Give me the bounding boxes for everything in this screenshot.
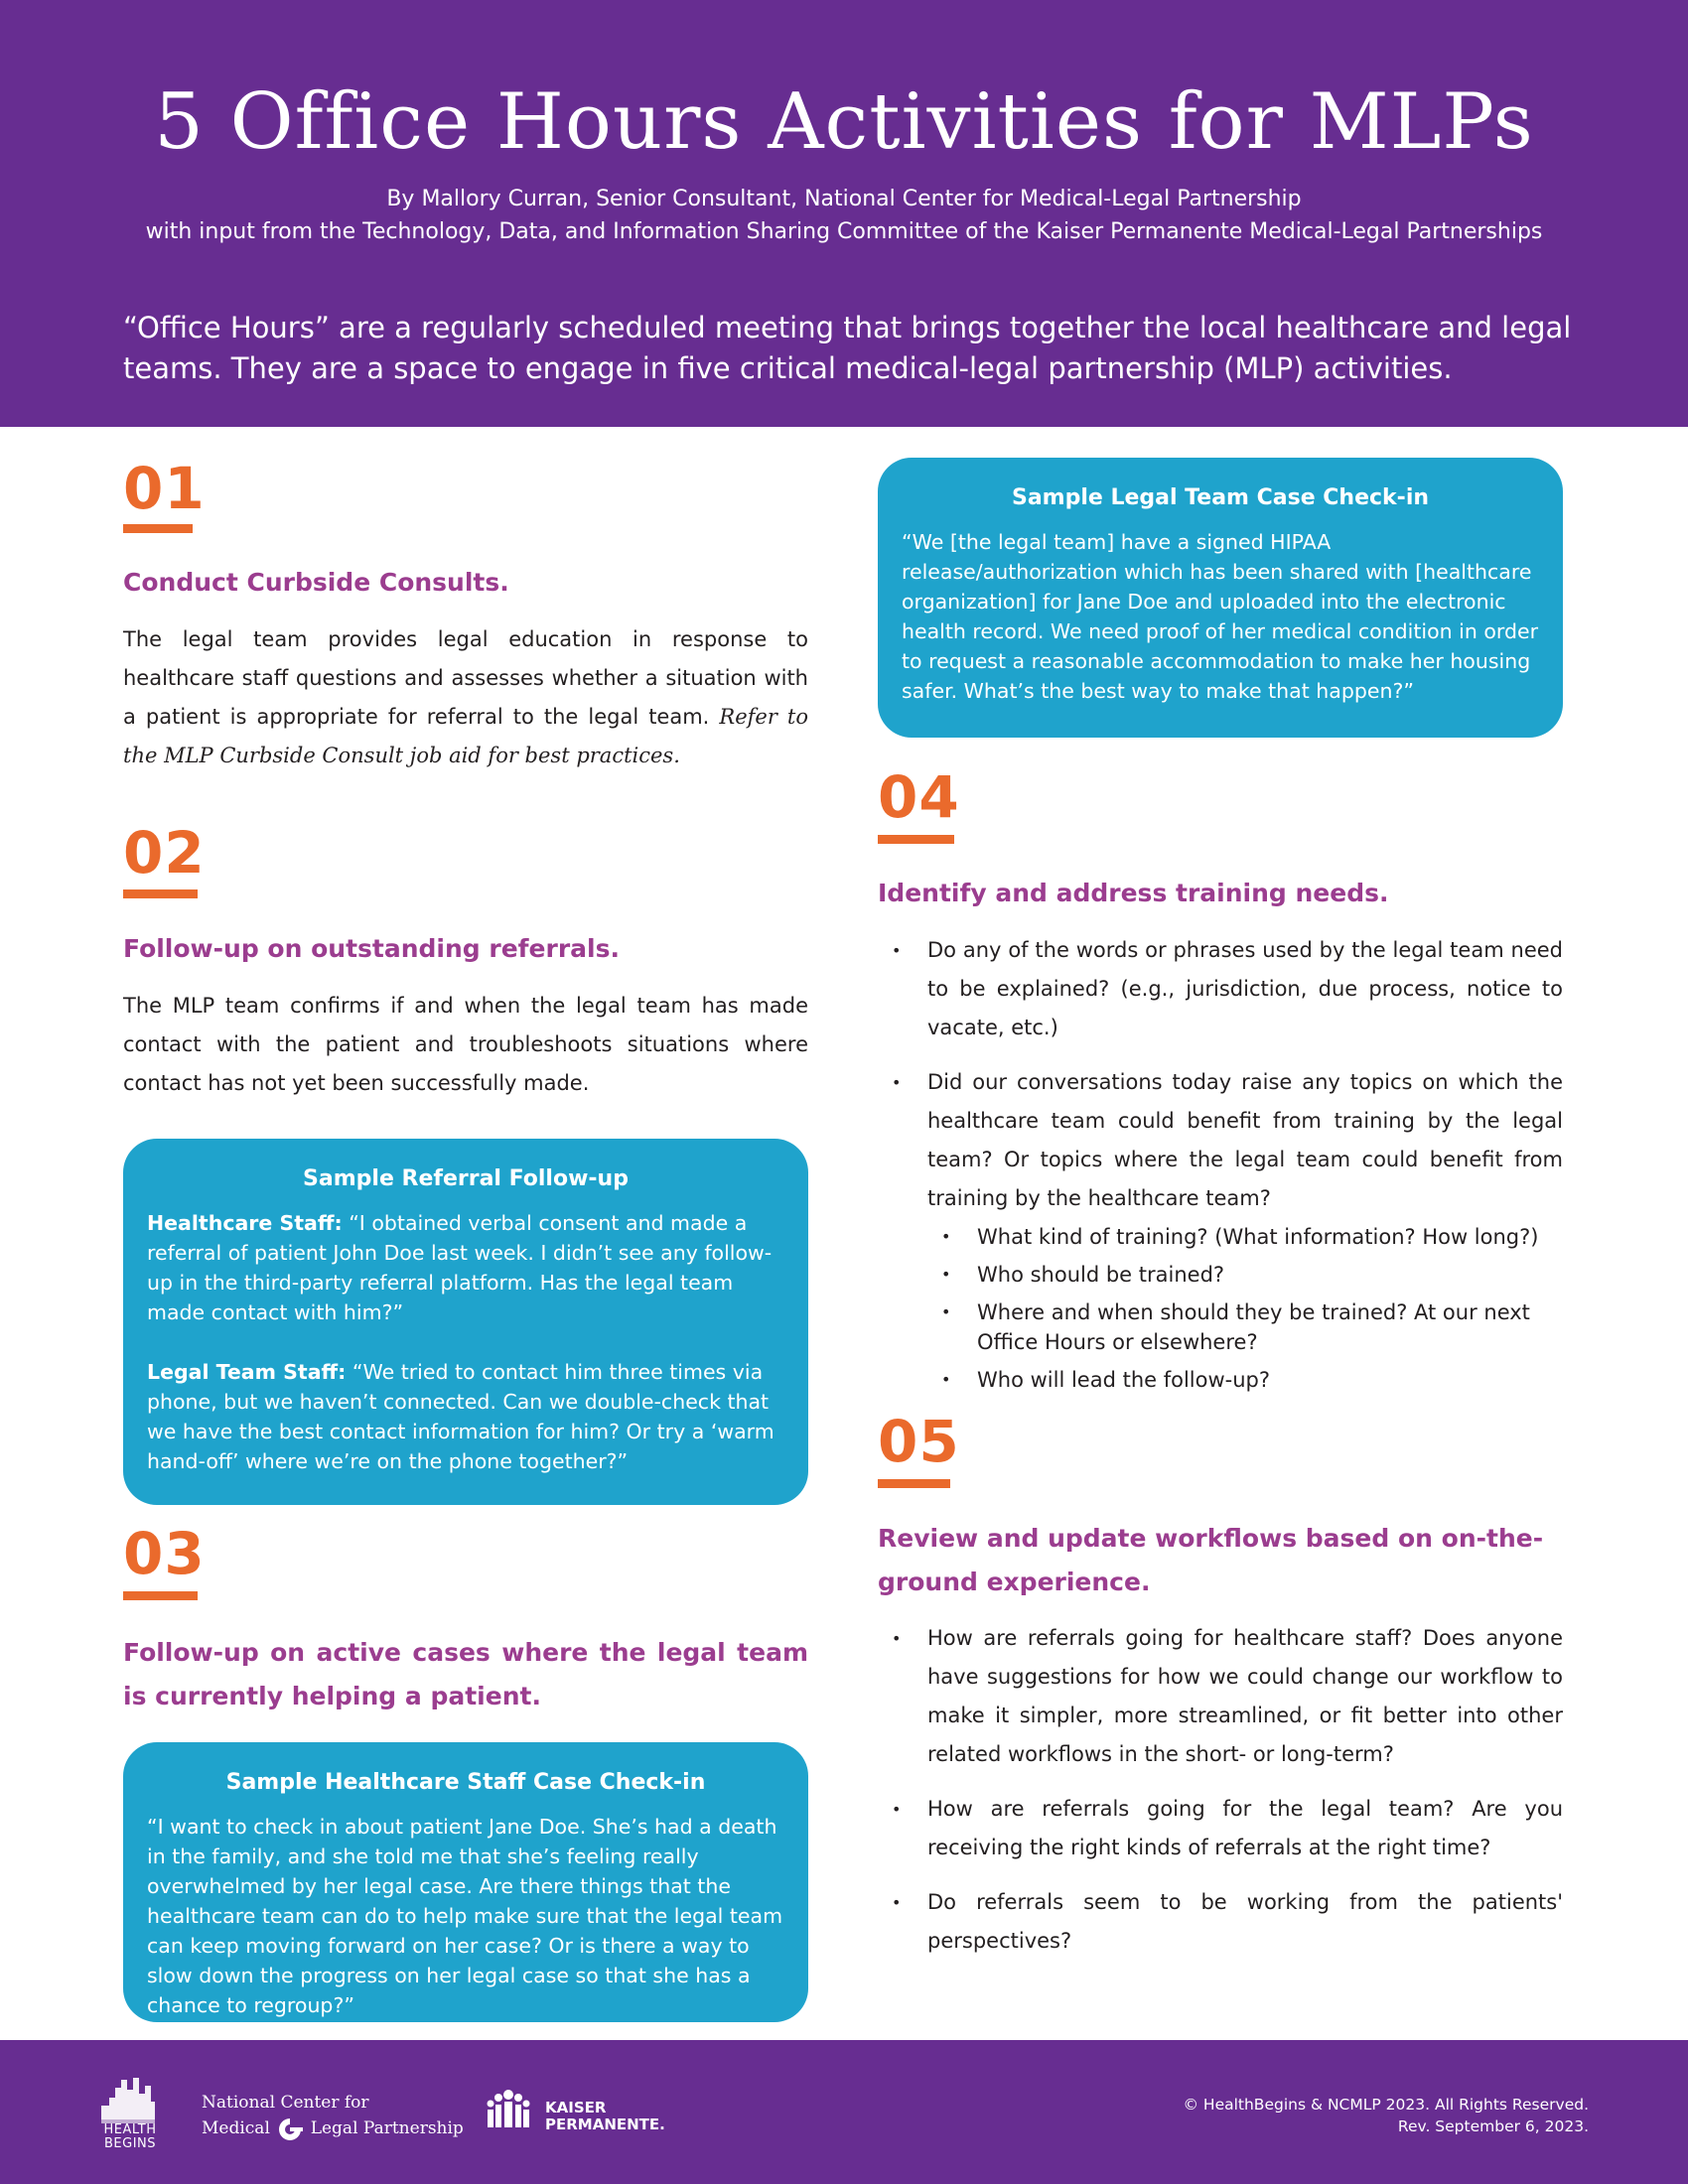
section-02-number: 02 [123,819,206,887]
legal-checkin-quote: “We [the legal team] have a signed HIPAA release/authorization which has been shared with [healthcare organization] for Jane Doe and uploaded into the electronic health record. We need proof of her medical condition in order to request a reasonable accommodation to make her housing safer. What’s the best way to make that happen?” [902,530,1539,703]
copyright-notice [1183,2094,1589,2137]
referral-callout-healthcare [147,1208,784,1327]
ncmlp-logo [202,2090,464,2142]
referral-callout-title: Sample Referral Follow-up [303,1166,629,1191]
kp-line1: KAISER [545,2099,607,2116]
section-02-heading: Follow-up on outstanding referrals. [123,934,620,963]
legal-checkin-title: Sample Legal Team Case Check-in [1011,485,1430,510]
kp-line2: PERMANENTE. [545,2116,665,2133]
legal-team-staff-label: Legal Team Staff: [147,1360,347,1384]
header-banner [0,0,1688,427]
ncmlp-mark-icon [275,2116,305,2142]
section-01-heading: Conduct Curbside Consults. [123,568,509,597]
copyright-text: © HealthBegins & NCMLP 2023. All Rights Reserved. [1183,2096,1589,2114]
section-01-body-text: The legal team provides legal education in response to healthcare staff questions and assesses whether a situation with a patient is appropriate for referral to the legal team. [123,627,808,729]
list-item-text: Did our conversations today raise any topics on which the healthcare team could benefit from training by the legal team? Or topics where the legal team could benefit from training by the healthcare team? [927,1070,1563,1210]
healthcare-staff-quote: “I obtained verbal consent and made a referral of patient John Doe last week. I didn’t see any follow-up in the third-party referral platform. Has the legal team made contact with him?” [147,1211,773,1324]
section-03-number: 03 [123,1520,206,1587]
byline-author: By Mallory Curran, Senior Consultant, National Center for Medical-Legal Partnership [386,187,1302,211]
section-02-body: The MLP team confirms if and when the legal team has made contact with the patient and troubleshoots situations where contact has not yet been successfully made. [123,994,808,1095]
health-begins-line1: HEALTH [103,2122,157,2137]
section-04-sub-bullets [927,1222,1563,1395]
byline [0,183,1688,248]
ncmlp-legal-partnership: Legal Partnership [310,2118,464,2138]
referral-followup-callout [123,1139,808,1505]
intro-text: “Office Hours” are a regularly scheduled meeting that brings together the local healthcare and legal teams. They are a space to engage in five critical medical-legal partnership (MLP) activities. [123,311,1572,385]
section-01-number: 01 [123,455,206,522]
footer-banner [0,2040,1688,2184]
sub-list-item: • What kind of training? (What information? How long?) [927,1222,1563,1252]
section-03-heading: Follow-up on active cases where the legal team is currently helping a patient. [123,1638,808,1710]
ncmlp-line1: National Center for [202,2093,369,2113]
list-item: • Do referrals seem to be working from the patients' perspectives? [878,1883,1563,1961]
ncmlp-medical: Medical [202,2118,270,2138]
section-01-body [123,620,808,775]
healthcare-checkin-callout [123,1742,808,2022]
list-item [878,1063,1563,1395]
referral-callout-legal [147,1357,784,1476]
kaiser-permanente-logo-icon [483,2088,534,2131]
ncmlp-line2 [202,2116,464,2142]
section-04-underline [878,835,954,844]
revision-date: Rev. September 6, 2023. [1397,2117,1589,2135]
sub-list-item: • Who will lead the follow-up? [927,1365,1563,1395]
healthcare-checkin-title: Sample Healthcare Staff Case Check-in [225,1770,706,1795]
healthcare-staff-label: Healthcare Staff: [147,1211,343,1235]
section-05-underline [878,1479,950,1488]
sub-list-item: • Who should be trained? [927,1260,1563,1290]
section-02-underline [123,889,198,898]
health-begins-line2: BEGINS [103,2136,157,2151]
section-05-bullets [878,1619,1563,1961]
section-04-number: 04 [878,763,960,831]
health-begins-wordmark [95,2123,165,2151]
list-item: • Do any of the words or phrases used by the legal team need to be explained? (e.g., jurisdiction, due process, notice to vacate, etc.) [878,931,1563,1047]
section-04-bullets [878,931,1563,1403]
list-item: • How are referrals going for healthcare staff? Does anyone have suggestions for how we could change our workflow to make it simpler, more streamlined, or fit better into other related workflows in the short- or long-term? [878,1619,1563,1774]
page-title: 5 Office Hours Activities for MLPs [154,77,1534,167]
kaiser-permanente-wordmark [545,2100,665,2133]
section-05-heading: Review and update workflows based on on-the-ground experience. [878,1524,1544,1596]
sub-list-item: • Where and when should they be trained? At our next Office Hours or elsewhere? [927,1297,1563,1357]
legal-checkin-callout [878,458,1563,738]
section-01-body-italic: Refer to the MLP Curbside Consult job aid for best practices. [123,705,808,767]
section-01-underline [123,524,193,533]
section-05-number: 05 [878,1408,960,1475]
healthcare-checkin-quote: “I want to check in about patient Jane Doe. She’s had a death in the family, and she told me that she’s feeling really overwhelmed by her legal case. Are there things that the healthcare team can do to help make sure that the legal team can keep moving forward on her case? Or is there a way to slow down the progress on her legal case so that she has a chance to regroup?” [147,1815,783,2017]
section-03-underline [123,1591,198,1600]
section-04-heading: Identify and address training needs. [878,879,1389,907]
list-item: • How are referrals going for the legal team? Are you receiving the right kinds of referrals at the right time? [878,1790,1563,1867]
byline-committee: with input from the Technology, Data, and Information Sharing Committee of the Kaiser Permanente Medical-Legal Partnerships [145,219,1543,244]
legal-team-staff-quote: “We tried to contact him three times via phone, but we haven’t connected. Can we double-check that we have the best contact information for him? Or try a ‘warm hand-off’ where we’re on the phone together?” [147,1360,774,1473]
